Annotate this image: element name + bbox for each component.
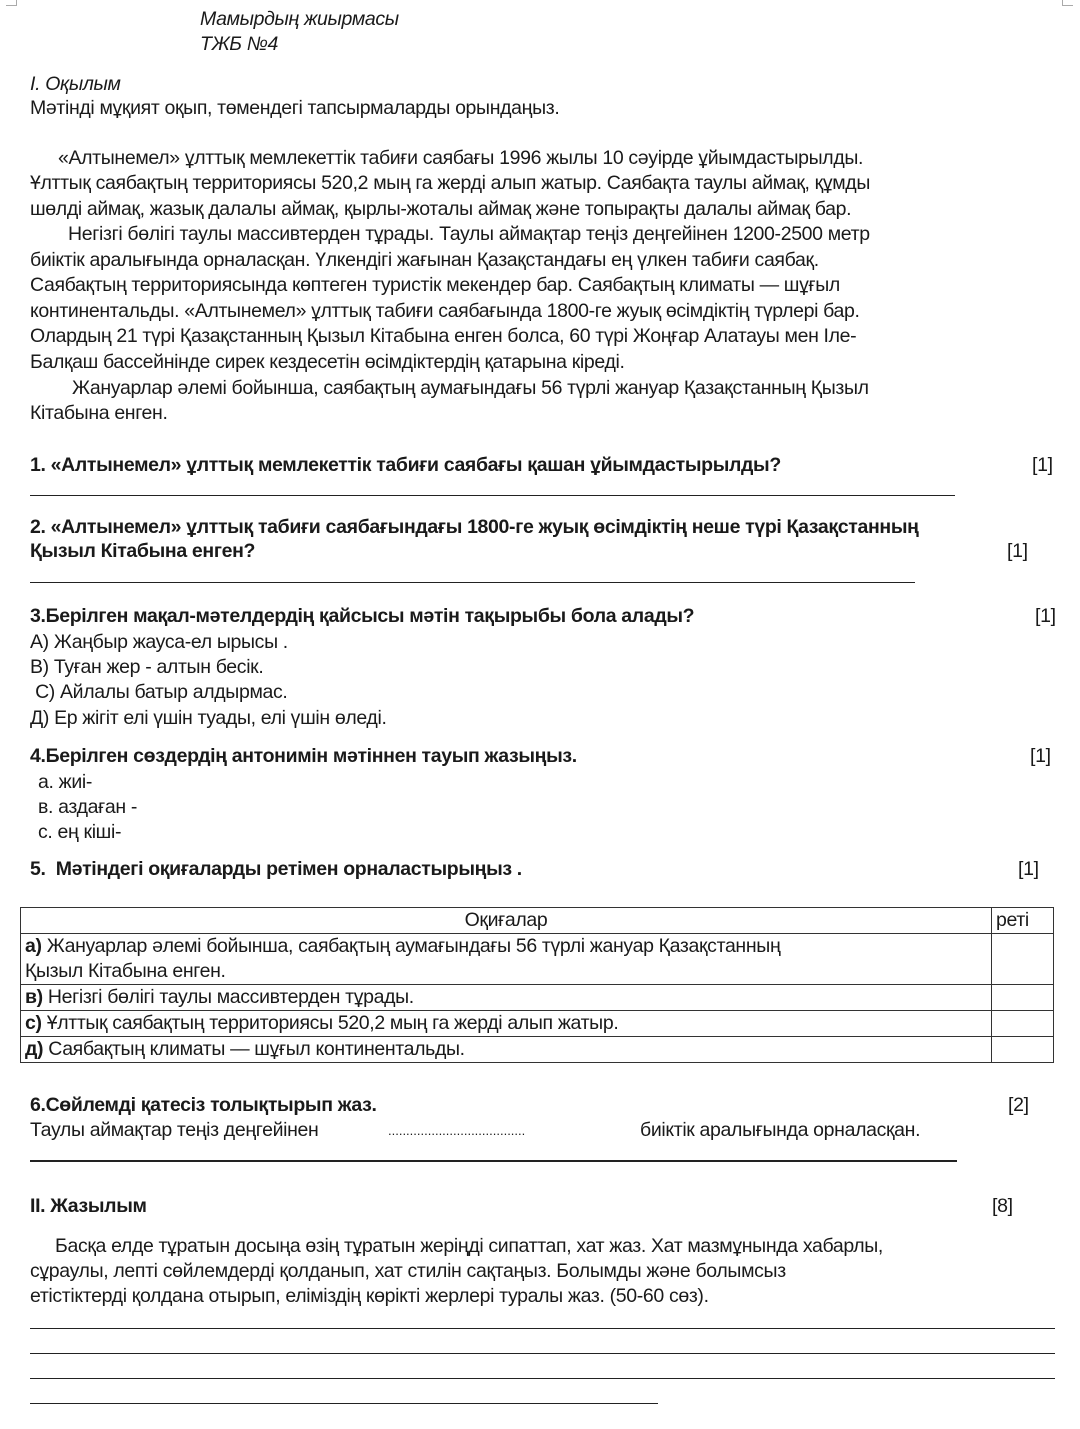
writing-line[interactable] <box>30 1328 1055 1329</box>
header-order: реті <box>992 908 1054 934</box>
page-corner-mark <box>6 0 17 6</box>
header-test-number: ТЖБ №4 <box>200 33 278 55</box>
question-4: 4.Берілген сөздердің антонимін мәтіннен тауып жазыңыз. <box>30 745 577 767</box>
event-cell <box>21 1011 992 1037</box>
event-text: Ұлттық саябақтың территориясы 520,2 мың га жерді алып жатыр. <box>41 1012 619 1034</box>
question-5: 5. Мәтіндегі оқиғаларды ретімен орналастырыңыз . <box>30 858 522 880</box>
order-cell[interactable] <box>992 934 1054 985</box>
answer-line[interactable] <box>30 582 915 583</box>
event-cell <box>21 985 992 1011</box>
event-cell <box>21 1037 992 1063</box>
word-c: с. ең кіші- <box>38 821 122 843</box>
table-row <box>21 1037 1054 1063</box>
table-row <box>21 985 1054 1011</box>
question-2-cont: Қызыл Кітабына енген? <box>30 540 256 562</box>
text-line: шөлді аймақ, жазық далалы аймақ, қырлы-жоталы аймақ және топырақты далалы аймақ бар. <box>30 198 852 220</box>
events-table <box>20 907 1054 1063</box>
writing-task-line: сұраулы, лепті сөйлемдерді қолданып, хат стилін сақтаңыз. Болымды және болымсыз <box>30 1260 786 1282</box>
text-line: «Алтынемел» ұлттық мемлекеттік табиғи саябағы 1996 жылы 10 сәуірде ұйымдастырылды. <box>58 147 864 169</box>
event-text: Жануарлар әлемі бойынша, саябақтың аумағындағы 56 түрлі жануар Қазақстанның <box>41 935 781 957</box>
sentence-start: Таулы аймақтар теңіз деңгейінен <box>30 1119 319 1141</box>
question-2-score: [1] <box>1007 540 1028 562</box>
event-cell <box>21 934 992 985</box>
word-a: а. жиі- <box>38 771 92 793</box>
text-line: Олардың 21 түрі Қазақстанның Қызыл Кітабына енген болса, 60 түрі Жоңғар Алатауы мен Іле- <box>30 325 857 347</box>
event-letter: а) <box>25 935 42 957</box>
text-line: континентальды. «Алтынемел» ұлттық табиғи саябағында 1800-ге жуық өсімдіктің түрлері бар. <box>30 300 860 322</box>
event-text: Негізгі бөлігі таулы массивтерден тұрады. <box>42 986 414 1008</box>
question-3: 3.Берілген мақал-мәтелдердің қайсысы мәтін тақырыбы бола алады? <box>30 605 695 627</box>
question-4-score: [1] <box>1030 745 1051 767</box>
option-d[interactable]: Д) Ер жігіт елі үшін туады, елі үшін өледі. <box>30 707 387 729</box>
question-5-score: [1] <box>1018 858 1039 880</box>
order-cell[interactable] <box>992 1037 1054 1063</box>
question-6: 6.Сөйлемді қатесіз толықтырып жаз. <box>30 1094 377 1116</box>
option-b[interactable]: В) Туған жер - алтын бесік. <box>30 656 264 678</box>
event-letter: с) <box>25 1012 42 1034</box>
header-date: Мамырдың жиырмасы <box>200 8 399 30</box>
table-row <box>21 1011 1054 1037</box>
event-letter: в) <box>25 986 43 1008</box>
section1-instruction: Мәтінді мұқият оқып, төмендегі тапсырмаларды орындаңыз. <box>30 97 560 119</box>
event-text: Саябақтың климаты — шұғыл континентальды. <box>43 1038 465 1060</box>
header-events: Оқиғалар <box>21 908 992 934</box>
writing-line[interactable] <box>30 1378 1055 1379</box>
question-3-score: [1] <box>1035 605 1056 627</box>
section2-score: [8] <box>992 1195 1013 1217</box>
word-b: в. аздаған - <box>38 796 137 818</box>
sentence-blank[interactable]: ...................................... <box>388 1123 526 1138</box>
table-header-row <box>21 908 1054 934</box>
sentence-end: биіктік аралығында орналасқан. <box>640 1119 921 1141</box>
writing-task-line: Басқа елде тұратын досыңа өзің тұратын жеріңді сипаттап, хат жаз. Хат мазмұнында хабарлы, <box>55 1235 883 1257</box>
text-line: Балқаш бассейнінде сирек кездесетін өсімдіктердің қатарына кіреді. <box>30 351 625 373</box>
question-2: 2. «Алтынемел» ұлттық табиғи саябағындағы 1800-ге жуық өсімдіктің неше түрі Қазақстанның <box>30 516 919 538</box>
question-6-score: [2] <box>1008 1094 1029 1116</box>
text-line: Жануарлар әлемі бойынша, саябақтың аумағындағы 56 түрлі жануар Қазақстанның Қызыл <box>72 377 869 399</box>
event-letter: д) <box>25 1038 44 1060</box>
event-text-cont: Қызыл Кітабына енген. <box>25 960 226 982</box>
order-cell[interactable] <box>992 1011 1054 1037</box>
table-row <box>21 934 1054 985</box>
section2-title: II. Жазылым <box>30 1195 147 1217</box>
writing-task-line: етістіктерді қолдана отырып, еліміздің көрікті жерлері туралы жаз. (50-60 сөз). <box>30 1285 709 1307</box>
question-1: 1. «Алтынемел» ұлттық мемлекеттік табиғи саябағы қашан ұйымдастырылды? <box>30 454 781 476</box>
text-line: Саябақтың территориясында көптеген туристік мекендер бар. Саябақтың климаты — шұғыл <box>30 274 840 296</box>
page-corner-mark <box>1062 0 1073 6</box>
text-line: Ұлттық саябақтың территориясы 520,2 мың га жерді алып жатыр. Саябақта таулы аймақ, құмды <box>30 172 870 194</box>
text-line: Кітабына енген. <box>30 402 168 424</box>
answer-line[interactable] <box>30 495 955 496</box>
section1-title: I. Оқылым <box>30 73 121 95</box>
answer-line[interactable] <box>30 1160 957 1162</box>
option-a[interactable]: А) Жаңбыр жауса-ел ырысы . <box>30 631 288 653</box>
writing-line[interactable] <box>30 1353 1055 1354</box>
option-c[interactable]: С) Айлалы батыр алдырмас. <box>30 681 288 703</box>
text-line: Негізгі бөлігі таулы массивтерден тұрады. Таулы аймақтар теңіз деңгейінен 1200-2500 метр <box>68 223 870 245</box>
question-1-score: [1] <box>1032 454 1053 476</box>
writing-line[interactable] <box>30 1403 658 1404</box>
order-cell[interactable] <box>992 985 1054 1011</box>
text-line: биіктік аралығында орналасқан. Үлкендігі жағынан Қазақстандағы ең үлкен табиғи саябақ. <box>30 249 819 271</box>
